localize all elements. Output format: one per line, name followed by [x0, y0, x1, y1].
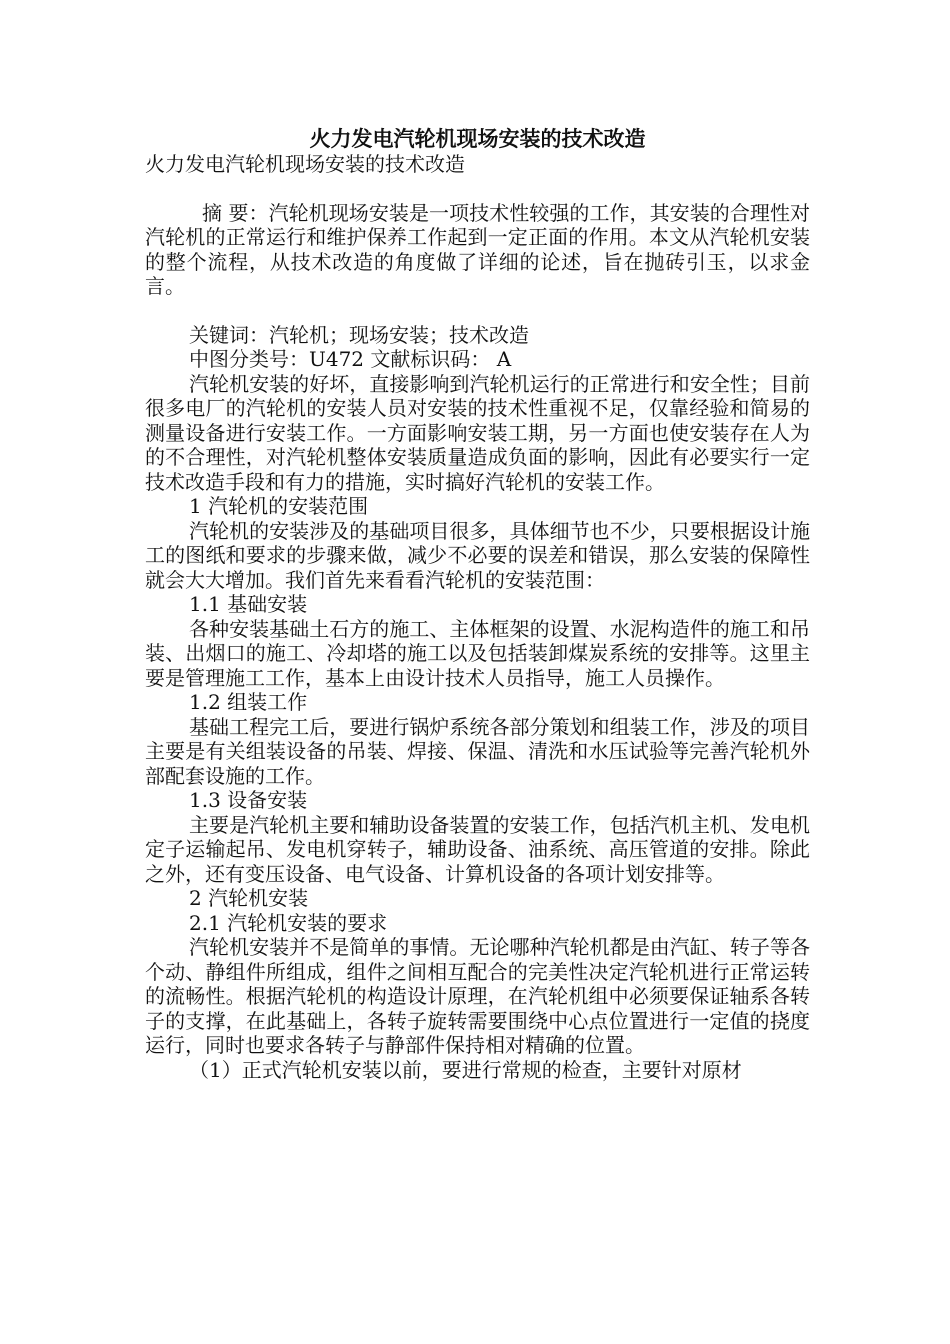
subsection-heading-1-2: 1.2 组装工作 [189, 690, 308, 714]
document-subtitle: 火力发电汽轮机现场安装的技术改造 [145, 152, 465, 176]
subsection-heading-1-3: 1.3 设备安装 [189, 788, 308, 812]
classification-line: 中图分类号：U472 文献标识码： A [189, 347, 512, 371]
section-1-paragraph: 汽轮机的安装涉及的基础项目很多，具体细节也不少，只要根据设计施工的图纸和要求的步骤来做，减少不必要的误差和错误，那么安装的保障性就会大大增加。我们首先来看看汽轮机的安装范围： [145, 518, 810, 592]
spacer [145, 299, 810, 323]
subsection-heading-1-1: 1.1 基础安装 [189, 592, 308, 616]
document-title: 火力发电汽轮机现场安装的技术改造 [309, 126, 646, 151]
subsection-1-2-paragraph: 基础工程完工后，要进行锅炉系统各部分策划和组装工作，涉及的项目主要是有关组装设备的吊装、焊接、保温、清洗和水压试验等完善汽轮机外部配套设施的工作。 [145, 714, 810, 788]
list-item-1: （1）正式汽轮机安装以前，要进行常规的检查，主要针对原材 [189, 1057, 742, 1082]
subsection-1-1-paragraph: 各种安装基础土石方的施工、主体框架的设置、水泥构造件的施工和吊装、出烟口的施工、冷却塔的施工以及包括装卸煤炭系统的安排等。这里主要是管理施工工作，基本上由设计技术人员指导，施工人员操作。 [145, 616, 810, 690]
keywords-line: 关键词：汽轮机；现场安装；技术改造 [189, 322, 529, 347]
subsection-heading-2-1: 2.1 汽轮机安装的要求 [189, 910, 388, 935]
subsection-2-1-paragraph: 汽轮机安装并不是简单的事情。无论哪种汽轮机都是由汽缸、转子等各个动、静组件所组成，组件之间相互配合的完美性决定汽轮机进行正常运转的流畅性。根据汽轮机的构造设计原理，在汽轮机组中必须要保证轴系各转子的支撑，在此基础上，各转子旋转需要围绕中心点位置进行一定值的挠度运行，同时也要求各转子与静部件保持相对精确的位置。 [145, 935, 810, 1057]
abstract-paragraph: 摘 要：汽轮机现场安装是一项技术性较强的工作，其安装的合理性对汽轮机的正常运行和维护保养工作起到一定正面的作用。本文从汽轮机安装的整个流程，从技术改造的角度做了详细的论述，旨在抛砖引玉，以求金言。 [145, 200, 810, 298]
spacer [145, 177, 810, 201]
section-heading-1: 1 汽轮机的安装范围 [189, 494, 369, 518]
subsection-1-3-paragraph: 主要是汽轮机主要和辅助设备装置的安装工作，包括汽机主机、发电机定子运输起吊、发电机穿转子，辅助设备、油系统、高压管道的安排。除此之外，还有变压设备、电气设备、计算机设备的各项计划安排等。 [145, 812, 810, 886]
document-page [145, 125, 810, 1082]
section-heading-2: 2 汽轮机安装 [189, 886, 309, 910]
intro-paragraph: 汽轮机安装的好坏，直接影响到汽轮机运行的正常进行和安全性；目前很多电厂的汽轮机的安装人员对安装的技术性重视不足，仅靠经验和简易的测量设备进行安装工作。一方面影响安装工期，另一方面也使安装存在人为的不合理性，对汽轮机整体安装质量造成负面的影响，因此有必要实行一定技术改造手段和有力的措施，实时搞好汽轮机的安装工作。 [145, 371, 810, 494]
